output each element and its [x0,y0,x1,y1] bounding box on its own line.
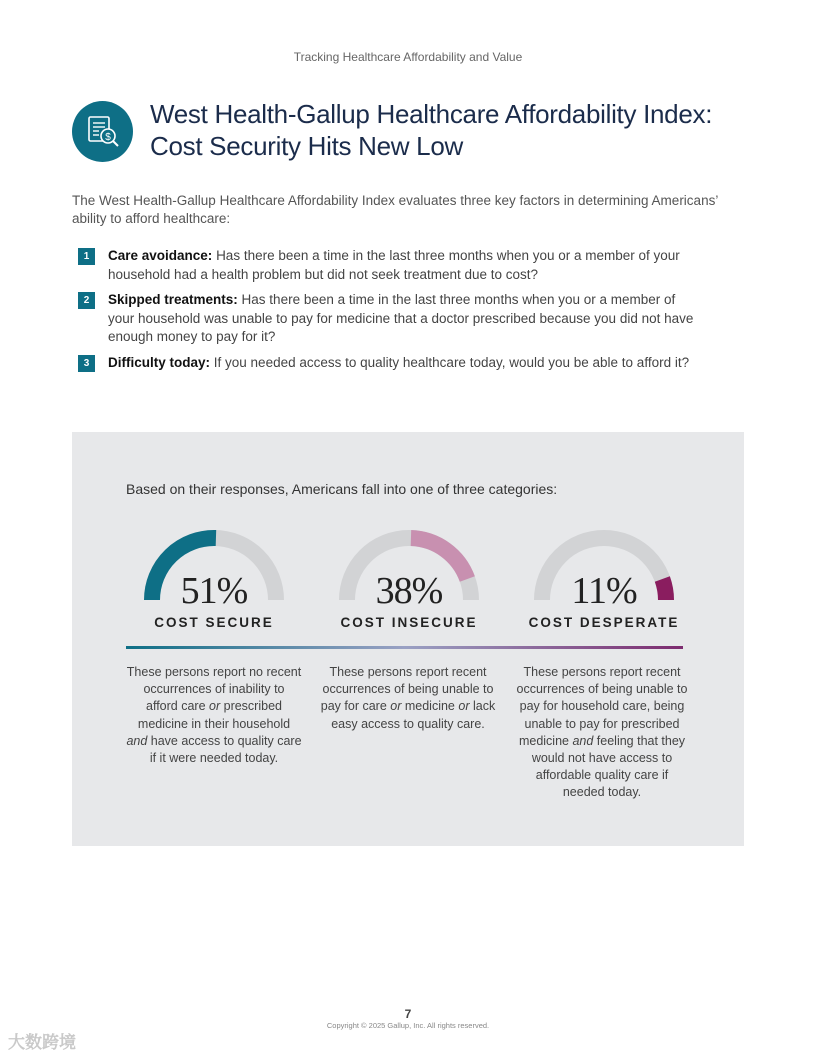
gauge-percent: 38% [375,570,443,612]
category-description: These persons report no recent occurrences of inability to afford care or prescribed medicine in their household and have access to quality care if it were needed today. [126,665,302,766]
gauge-cost-insecure [329,525,489,630]
factor-text: If you needed access to quality healthcare today, would you be able to afford it? [213,354,690,370]
gauge-cost-desperate [524,525,684,630]
page-title [150,98,750,162]
factor-label: Skipped treatments: [108,292,238,307]
page-title-line-1: West Health-Gallup Healthcare Affordability Index: [150,99,713,129]
factor-item [78,354,698,373]
categories-lead: Based on their responses, Americans fall into one of three categories: [126,481,558,497]
factor-label: Difficulty today: [108,354,211,370]
factor-label: Care avoidance: [108,248,213,263]
gauge-percent: 51% [180,570,248,612]
page-title-line-2: Cost Security Hits New Low [150,131,463,161]
factor-list [78,247,698,379]
running-header: Tracking Healthcare Affordability and Value [293,50,523,64]
gauge-cost-secure [134,525,294,630]
factor-text: Has there been a time in the last three months when you or a member of your household was unable to pay for medicine that a doctor prescribed because you did not have enough money to pay for it? [108,292,694,344]
category-description: These persons report recent occurrences of being unable to pay for household care, being unable to pay for prescribed medicine and feeling that they would not have access to affordable quality care if needed today. [516,665,688,800]
watermark: 大数跨境 [8,1033,76,1052]
factor-number: 2 [78,292,95,309]
factor-text: Has there been a time in the last three months when you or a member of your household had a health problem but did not seek treatment due to cost? [108,248,680,282]
categories-panel [72,432,744,846]
gradient-divider [126,646,683,649]
page-number: 7 [404,1007,412,1021]
gauge-percent: 11% [571,570,637,612]
factor-number: 1 [78,248,95,265]
factor-item [78,291,698,347]
intro-paragraph: The West Health-Gallup Healthcare Affordability Index evaluates three key factors in determining Americans’ ability to afford healthcare: [72,193,718,226]
factor-number: 3 [78,355,95,372]
category-description: These persons report recent occurrences of being unable to pay for care or medicine or lack easy access to quality care. [320,665,496,731]
gauge-category: COST SECURE [154,615,274,630]
copyright: Copyright © 2025 Gallup, Inc. All rights reserved. [326,1021,490,1030]
factor-item [78,247,698,284]
gauge-category: COST DESPERATE [528,615,680,630]
gauge-category: COST INSECURE [340,615,478,630]
document-dollar-icon [72,101,133,162]
svg-text:$: $ [105,132,111,143]
